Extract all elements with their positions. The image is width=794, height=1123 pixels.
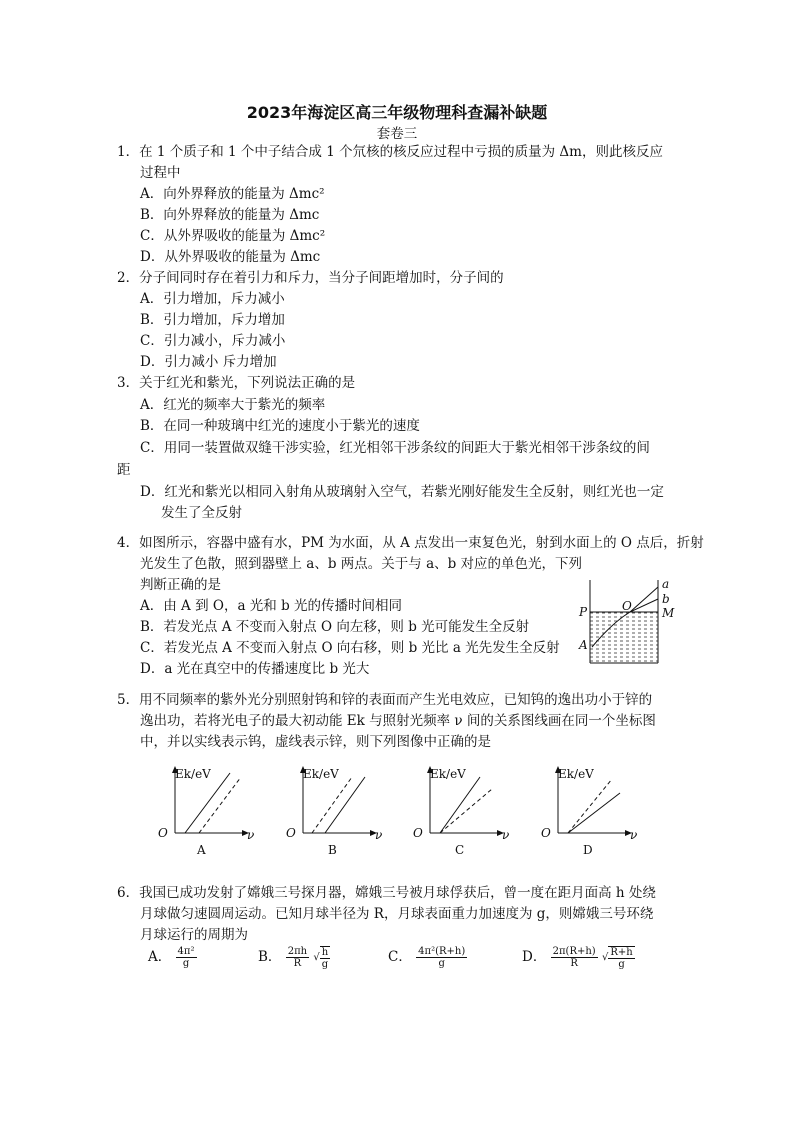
q4-option-a: A．由 A 到 O，a 光和 b 光的传播时间相同 (140, 598, 403, 614)
q6-option-c-denominator: g (438, 958, 445, 969)
refracted-ray-a (630, 587, 658, 612)
q6-option-b-root (320, 946, 330, 970)
q4-container-figure (572, 575, 682, 667)
q6-option-b-numerator: 2πh (287, 946, 308, 957)
q6-option-d-root (608, 946, 634, 970)
q6-option-c-fraction (416, 946, 467, 969)
q4-stem-line3: 判断正确的是 (140, 577, 221, 593)
q3-option-c-cont: 距 (117, 462, 131, 478)
q4-stem-line2: 光发生了色散，照到器壁上 a、b 两点。关于与 a、b 对应的单色光，下列 (140, 556, 583, 572)
q6-option-b-denominator: R (293, 958, 302, 969)
q6-option-d-root-den: g (618, 958, 625, 970)
q6-option-d-denominator: R (570, 958, 578, 969)
graph-a-solid-line (185, 773, 230, 833)
q6-option-b-label: B． (258, 949, 282, 965)
graph-d-yaxis-label: Ek/eV (558, 767, 594, 781)
q6-option-a-fraction (176, 946, 197, 969)
q6-option-b-fraction (286, 946, 309, 969)
graph-a-yaxis-label: Ek/eV (175, 767, 211, 781)
q6-option-b-root-den: g (321, 958, 329, 970)
q6-option-b-root-num: h (321, 946, 329, 958)
q6-option-c-label: C． (388, 949, 412, 965)
q3-option-a: A．红光的频率大于紫光的频率 (140, 397, 326, 413)
graph-c (410, 763, 510, 858)
graph-b-origin: O (286, 826, 296, 840)
q5-stem-line3: 中，并以实线表示钨，虚线表示锌，则下列图像中正确的是 (140, 734, 491, 750)
label-P: P (579, 605, 588, 619)
q4-stem-line1: 4．如图所示，容器中盛有水，PM 为水面，从 A 点发出一束复色光，射到水面上的 O 点后，折射 (117, 535, 704, 551)
page-title: 2023年海淀区高三年级物理科查漏补缺题 (246, 103, 548, 122)
q6-option-d-numerator: 2π(R+h) (552, 946, 596, 957)
q1-stem-line2: 过程中 (140, 165, 181, 181)
graph-c-label: C (455, 843, 465, 857)
q5-stem-line1: 5．用不同频率的紫外光分别照射钨和锌的表面而产生光电效应，已知钨的逸出功小于锌的 (117, 692, 653, 708)
q3-option-b: B．在同一种玻璃中红光的速度小于紫光的速度 (140, 418, 420, 434)
q6-stem-line1: 6．我国已成功发射了嫦娥三号探月器，嫦娥三号被月球俘获后，曾一度在距月面高 h 处绕 (117, 885, 656, 901)
q2-option-c: C．引力减小，斥力减小 (140, 333, 286, 349)
graph-a-xaxis-label: ν (247, 828, 255, 842)
graph-c-origin: O (413, 826, 423, 840)
graph-d-dashed-line (568, 779, 612, 833)
q6-option-a (148, 945, 197, 969)
q6-option-d-sqrt-sign: √ (602, 952, 609, 963)
q3-stem: 3．关于红光和紫光，下列说法正确的是 (117, 375, 356, 391)
label-b: b (662, 592, 670, 606)
label-O: O (622, 599, 632, 613)
graph-b-xaxis-label: ν (375, 828, 383, 842)
graph-d-label: D (583, 843, 593, 857)
graph-b-dashed-line (312, 777, 352, 833)
q3-option-c: C．用同一装置做双缝干涉实验，红光相邻干涉条纹的间距大于紫光相邻干涉条纹的间 (140, 440, 650, 456)
q3-option-d-line1: D．红光和紫光以相同入射角从玻璃射入空气，若紫光刚好能发生全反射，则红光也一定 (140, 484, 664, 500)
q6-stem-line2: 月球做匀速圆周运动。已知月球半径为 R，月球表面重力加速度为 g，则嫦娥三号环绕 (140, 906, 654, 922)
q4-option-d: D．a 光在真空中的传播速度比 b 光大 (140, 661, 370, 677)
q6-option-c (388, 945, 467, 969)
q6-option-d (522, 945, 635, 970)
graph-a-origin: O (158, 826, 168, 840)
label-A: A (579, 638, 588, 652)
graph-b-solid-line (325, 777, 365, 833)
q1-option-b: B．向外界释放的能量为 Δmc (140, 207, 320, 223)
graph-d-origin: O (541, 826, 551, 840)
q2-option-a: A．引力增加，斥力减小 (140, 291, 285, 307)
q6-option-d-label: D． (522, 949, 547, 965)
q6-option-a-numerator: 4π² (177, 946, 195, 957)
graph-b-yaxis-label: Ek/eV (303, 767, 339, 781)
q2-option-d: D．引力减小 斥力增加 (140, 354, 277, 370)
graph-c-dashed-line (440, 789, 492, 833)
q2-stem: 2．分子间同时存在着引力和斥力，当分子间距增加时，分子间的 (117, 270, 504, 286)
q6-option-d-fraction (551, 946, 598, 969)
graph-a-dashed-line (199, 777, 241, 833)
q3-option-d-line2: 发生了全反射 (161, 505, 242, 521)
q1-option-a: A．向外界释放的能量为 Δmc² (140, 186, 325, 202)
q5-stem-line2: 逸出功，若将光电子的最大初动能 Ek 与照射光频率 ν 间的关系图线画在同一个坐标图 (140, 713, 656, 729)
q1-option-d: D．从外界吸收的能量为 Δmc (140, 249, 321, 265)
q4-option-c: C．若发光点 A 不变而入射点 O 向右移，则 b 光比 a 光先发生全反射 (140, 640, 560, 656)
q6-option-c-numerator: 4π²(R+h) (418, 946, 466, 957)
q6-option-a-label: A． (148, 949, 172, 965)
refracted-ray-b (630, 599, 658, 612)
q6-option-b (258, 945, 330, 970)
graph-d-xaxis-label: ν (630, 828, 638, 842)
graph-c-yaxis-label: Ek/eV (430, 767, 466, 781)
graph-b (283, 763, 383, 858)
q6-option-d-root-num: R+h (610, 946, 633, 958)
q1-stem-line1: 1．在 1 个质子和 1 个中子结合成 1 个氘核的核反应过程中亏损的质量为 Δm，则此核反应 (117, 144, 663, 160)
graph-c-solid-line (440, 777, 480, 833)
q6-option-a-denominator: g (182, 958, 190, 969)
q6-stem-line3: 月球运行的周期为 (140, 927, 248, 943)
q4-option-b: B．若发光点 A 不变而入射点 O 向左移，则 b 光可能发生全反射 (140, 619, 530, 635)
page-subtitle: 套卷三 (376, 126, 418, 142)
q6-option-b-sqrt-sign: √ (313, 952, 320, 963)
q2-option-b: B．引力增加，斥力增加 (140, 312, 285, 328)
label-a: a (662, 577, 670, 591)
graph-d-solid-line (568, 793, 620, 833)
graph-a (155, 763, 255, 858)
graph-d (538, 763, 638, 858)
q1-option-c: C．从外界吸收的能量为 Δmc² (140, 228, 326, 244)
graph-a-label: A (197, 843, 206, 857)
graph-b-label: B (328, 843, 337, 857)
label-M: M (662, 606, 675, 620)
graph-c-xaxis-label: ν (502, 828, 510, 842)
